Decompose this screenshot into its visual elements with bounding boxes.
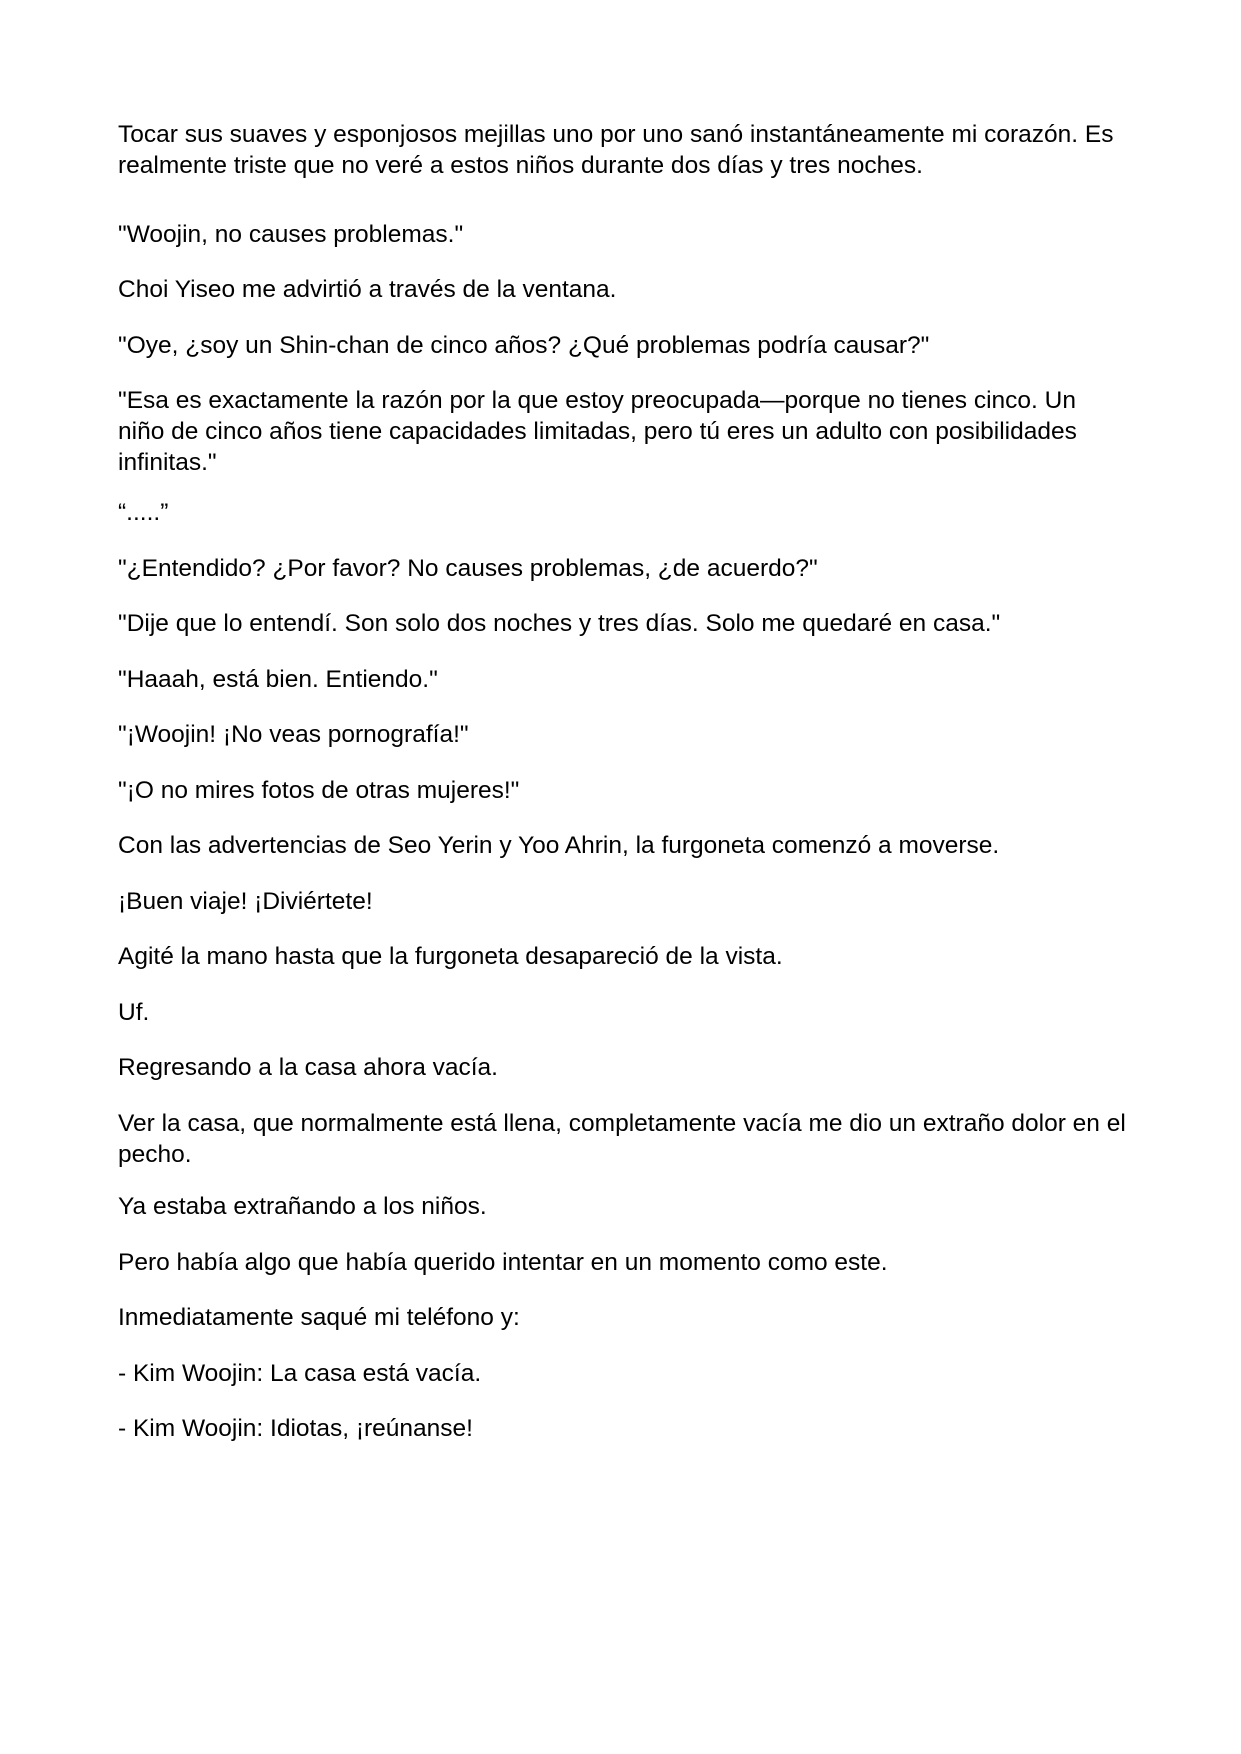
paragraph-19: Pero había algo que había querido intentar en un momento como este. — [118, 1249, 888, 1276]
paragraph-11: "¡O no mires fotos de otras mujeres!" — [118, 777, 520, 804]
paragraph-5: "Esa es exactamente la razón por la que estoy preocupada—porque no tienes cinco. Un niño de cinco años tiene capacidades limitadas, pero tú eres un adulto con posibilidades infinitas." — [118, 387, 1077, 476]
paragraph-16: Regresando a la casa ahora vacía. — [118, 1054, 498, 1081]
paragraph-15: Uf. — [118, 999, 150, 1026]
paragraph-8: "Dije que lo entendí. Son solo dos noches y tres días. Solo me quedaré en casa." — [118, 610, 1001, 637]
paragraph-6: “.....” — [118, 499, 169, 526]
paragraph-2: "Woojin, no causes problemas." — [118, 221, 464, 248]
paragraph-14: Agité la mano hasta que la furgoneta desapareció de la vista. — [118, 943, 783, 970]
paragraph-7: "¿Entendido? ¿Por favor? No causes problemas, ¿de acuerdo?" — [118, 555, 818, 582]
paragraph-18: Ya estaba extrañando a los niños. — [118, 1193, 487, 1220]
paragraph-3: Choi Yiseo me advirtió a través de la ventana. — [118, 276, 617, 303]
paragraph-17: Ver la casa, que normalmente está llena, completamente vacía me dio un extraño dolor en el pecho. — [118, 1110, 1126, 1168]
paragraph-9: "Haaah, está bien. Entiendo." — [118, 666, 438, 693]
paragraph-21: - Kim Woojin: La casa está vacía. — [118, 1360, 482, 1387]
paragraph-1: Tocar sus suaves y esponjosos mejillas uno por uno sanó instantáneamente mi corazón. Es realmente triste que no veré a estos niños durante dos días y tres noches. — [118, 121, 1114, 179]
paragraph-13: ¡Buen viaje! ¡Diviértete! — [118, 888, 373, 915]
paragraph-20: Inmediatamente saqué mi teléfono y: — [118, 1304, 520, 1331]
paragraph-10: "¡Woojin! ¡No veas pornografía!" — [118, 721, 469, 748]
paragraph-4: "Oye, ¿soy un Shin-chan de cinco años? ¿Qué problemas podría causar?" — [118, 332, 930, 359]
paragraph-12: Con las advertencias de Seo Yerin y Yoo Ahrin, la furgoneta comenzó a moverse. — [118, 832, 1000, 859]
paragraph-22: - Kim Woojin: Idiotas, ¡reúnanse! — [118, 1415, 473, 1442]
